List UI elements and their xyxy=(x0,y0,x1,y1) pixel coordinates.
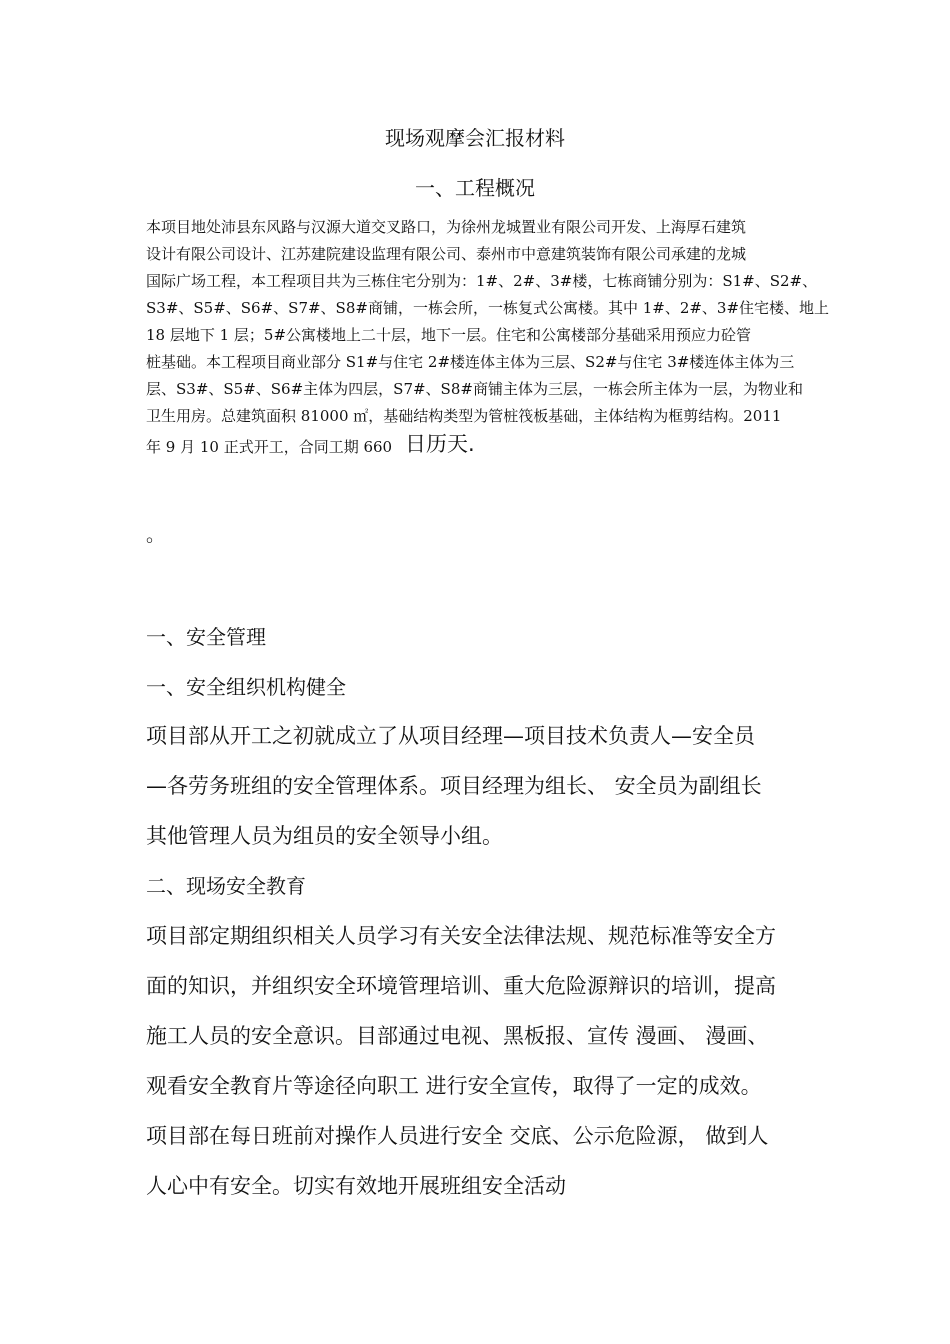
overview-line: 卫生用房。总建筑面积 81000 ㎡，基础结构类型为管桩筏板基础，主体结构为框剪结构。2011 xyxy=(146,407,782,425)
overview-line: 国际广场工程，本工程项目共为三栋住宅分别为：1#、2#、3#楼，七栋商铺分别为：S1#、S2#、 xyxy=(146,272,818,290)
sub-heading-education: 二、现场安全教育 xyxy=(146,874,306,898)
overview-line: 本项目地处沛县东风路与汉源大道交叉路口，为徐州龙城置业有限公司开发、上海厚石建筑 xyxy=(146,218,747,236)
overview-line: 桩基础。本工程项目商业部分 S1#与住宅 2#楼连体主体为三层、S2#与住宅 3#楼连体主体为三 xyxy=(146,353,795,371)
paragraph-line: 施工人员的安全意识。目部通过电视、黑板报、宣传 漫画、 漫画、 xyxy=(146,1024,769,1048)
sub-heading-organization: 一、安全组织机构健全 xyxy=(146,675,346,699)
overview-line: 设计有限公司设计、江苏建院建设监理有限公司、泰州市中意建筑装饰有限公司承建的龙城 xyxy=(146,245,747,263)
overview-line: 层、S3#、S5#、S6#主体为四层，S7#、S8#商铺主体为三层，一栋会所主体为一层，为物业和 xyxy=(146,380,803,398)
document-title: 现场观摩会汇报材料 xyxy=(385,126,565,150)
paragraph-line: 面的知识，并组织安全环境管理培训、重大危险源辩识的培训，提高 xyxy=(146,974,776,998)
punctuation-mark: 。 xyxy=(146,524,166,546)
paragraph-line: 观看安全教育片等途径向职工 进行安全宣传，取得了一定的成效。 xyxy=(146,1074,762,1098)
paragraph-line: 项目部从开工之初就成立了从项目经理—项目技术负责人—安全员 xyxy=(146,724,755,748)
overview-line: S3#、S5#、S6#、S7#、S8#商铺，一栋会所，一栋复式公寓楼。其中 1#、2#、3#住宅楼、地上 xyxy=(146,299,830,317)
paragraph-line: 项目部在每日班前对操作人员进行安全 交底、公示危险源， 做到人 xyxy=(146,1124,769,1148)
paragraph-line: —各劳务班组的安全管理体系。项目经理为组长、 安全员为副组长 xyxy=(146,774,762,798)
paragraph-line: 其他管理人员为组员的安全领导小组。 xyxy=(146,824,503,848)
paragraph-line: 项目部定期组织相关人员学习有关安全法律法规、规范标准等安全方 xyxy=(146,924,776,948)
overview-last-line: 年 9 月 10 正式开工，合同工期 660 xyxy=(146,438,393,456)
section-title: 一、工程概况 xyxy=(415,176,535,200)
overview-line: 18 层地下 1 层；5#公寓楼地上二十层，地下一层。住宅和公寓楼部分基础采用预应力砼管 xyxy=(146,326,752,344)
paragraph-line: 人心中有安全。切实有效地开展班组安全活动 xyxy=(146,1174,566,1198)
safety-heading: 一、安全管理 xyxy=(146,625,266,649)
overview-last-line-suffix: 日历天. xyxy=(405,432,475,456)
